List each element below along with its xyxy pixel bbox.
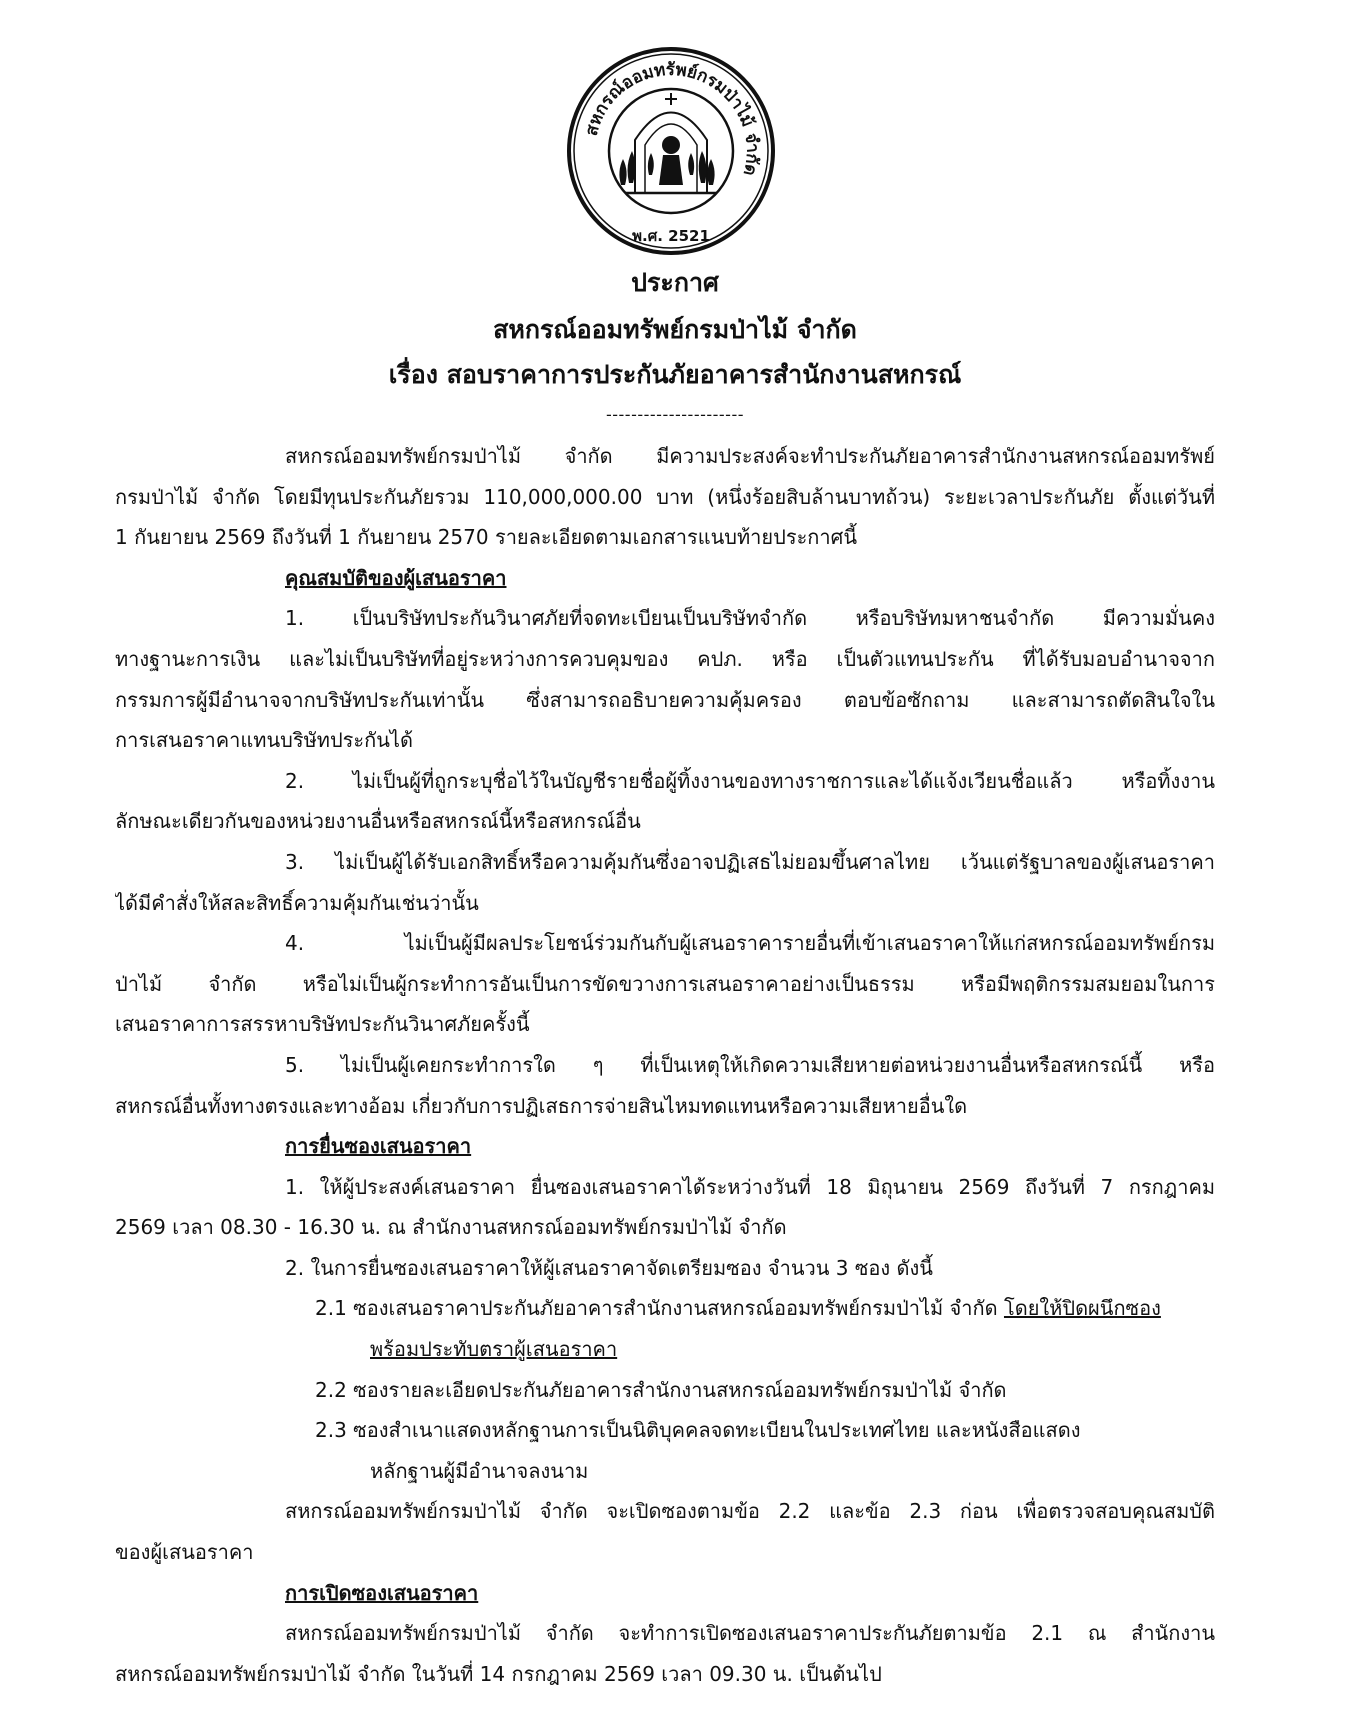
announcement-subject: เรื่อง สอบราคาการประกันภัยอาคารสำนักงานสหกรณ์ <box>388 360 962 389</box>
qualification-1-line-2: ทางฐานะการเงิน และไม่เป็นบริษัทที่อยู่ระหว่างการควบคุมของ คปภ. หรือ เป็นตัวแทนประกัน ที่ได้รับมอบอำนาจจาก <box>115 646 1215 671</box>
qualification-1-line-3: กรรมการผู้มีอำนาจจากบริษัทประกันเท่านั้น ซึ่งสามารถอธิบายความคุ้มครอง ตอบข้อซักถาม และสามารถตัดสินใจใน <box>115 687 1215 712</box>
separator-line: ---------------------- <box>605 405 744 424</box>
envelope-2-1-line-2: พร้อมประทับตราผู้เสนอราคา <box>370 1337 618 1362</box>
submission-note-line-1: สหกรณ์ออมทรัพย์กรมป่าไม้ จำกัด จะเปิดซองตามข้อ 2.2 และข้อ 2.3 ก่อน เพื่อตรวจสอบคุณสมบัติ <box>285 1499 1215 1524</box>
seal-ring-text: สหกรณ์ออมทรัพย์กรมป่าไม้ จำกัด <box>581 59 763 178</box>
qualification-5-line-2: สหกรณ์อื่นทั้งทางตรงและทางอ้อม เกี่ยวกับการปฏิเสธการจ่ายสินไหมทดแทนหรือความเสียหายอื่นใด <box>115 1093 968 1118</box>
qualification-4-line-1: 4. ไม่เป็นผู้มีผลประโยชน์ร่วมกันกับผู้เสนอราคารายอื่นที่เข้าเสนอราคาให้แก่สหกรณ์ออมทรัพย์กรม <box>285 931 1215 956</box>
qualification-1-line-4: การเสนอราคาแทนบริษัทประกันได้ <box>115 728 413 753</box>
envelope-2-1-seal-note: โดยให้ปิดผนึกซอง <box>1003 1296 1161 1321</box>
qualification-4-line-2: ป่าไม้ จำกัด หรือไม่เป็นผู้กระทำการอันเป็นการขัดขวางการเสนอราคาอย่างเป็นธรรม หรือมีพฤติกรรมสมยอมในการ <box>115 971 1215 996</box>
envelope-2-1-line-1 <box>115 1288 1215 1329</box>
qualification-2-line-1: 2. ไม่เป็นผู้ที่ถูกระบุชื่อไว้ในบัญชีรายชื่อผู้ทิ้งงานของทางราชการและได้แจ้งเวียนชื่อแล้ว หรือทิ้งงาน <box>285 768 1215 793</box>
submission-1-line-1: 1. ให้ผู้ประสงค์เสนอราคา ยื่นซองเสนอราคาได้ระหว่างวันที่ 18 มิถุนายน 2569 ถึงวันที่ 7 กรกฎาคม <box>285 1174 1215 1199</box>
submission-note-line-2: ของผู้เสนอราคา <box>115 1540 254 1565</box>
qualification-3-line-1: 3. ไม่เป็นผู้ได้รับเอกสิทธิ์หรือความคุ้มกันซึ่งอาจปฏิเสธไม่ยอมขึ้นศาลไทย เว้นแต่รัฐบาลของผู้เสนอราคา <box>285 849 1215 874</box>
qualification-1-line-1: 1. เป็นบริษัทประกันวินาศภัยที่จดทะเบียนเป็นบริษัทจำกัด หรือบริษัทมหาชนจำกัด มีความมั่นคง <box>285 606 1215 631</box>
qualifications-title: คุณสมบัติของผู้เสนอราคา <box>285 565 507 590</box>
submission-2: 2. ในการยื่นซองเสนอราคาให้ผู้เสนอราคาจัดเตรียมซอง จำนวน 3 ซอง ดังนี้ <box>285 1255 933 1280</box>
announcement-label: ประกาศ <box>631 268 719 297</box>
organization-name: สหกรณ์ออมทรัพย์กรมป่าไม้ จำกัด <box>493 315 857 344</box>
qualification-3-line-2: ได้มีคำสั่งให้สละสิทธิ์ความคุ้มกันเช่นว่านั้น <box>115 890 479 915</box>
opening-title: การเปิดซองเสนอราคา <box>285 1580 479 1605</box>
cooperative-seal-icon <box>565 45 777 257</box>
submission-1-line-2: 2569 เวลา 08.30 - 16.30 น. ณ สำนักงานสหกรณ์ออมทรัพย์กรมป่าไม้ จำกัด <box>115 1215 787 1240</box>
envelope-2-1-text: 2.1 ซองเสนอราคาประกันภัยอาคารสำนักงานสหกรณ์ออมทรัพย์กรมป่าไม้ จำกัด <box>315 1296 1004 1321</box>
qualification-4-line-3: เสนอราคาการสรรหาบริษัทประกันวินาศภัยครั้งนี้ <box>115 1012 530 1037</box>
announcement-body <box>115 436 1215 1694</box>
intro-line-3: 1 กันยายน 2569 ถึงวันที่ 1 กันยายน 2570 รายละเอียดตามเอกสารแนบท้ายประกาศนี้ <box>115 525 858 550</box>
envelope-2-2: 2.2 ซองรายละเอียดประกันภัยอาคารสำนักงานสหกรณ์ออมทรัพย์กรมป่าไม้ จำกัด <box>315 1377 1007 1402</box>
intro-line-2: กรมป่าไม้ จำกัด โดยมีทุนประกันภัยรวม 110,000,000.00 บาท (หนึ่งร้อยสิบล้านบาทถ้วน) ระยะเวลาประกันภัย ตั้งแต่วันที่ <box>115 484 1215 509</box>
submission-title: การยื่นซองเสนอราคา <box>285 1134 472 1159</box>
qualification-2-line-2: ลักษณะเดียวกันของหน่วยงานอื่นหรือสหกรณ์นี้หรือสหกรณ์อื่น <box>115 809 641 834</box>
qualification-5-line-1: 5. ไม่เป็นผู้เคยกระทำการใด ๆ ที่เป็นเหตุให้เกิดความเสียหายต่อหน่วยงานอื่นหรือสหกรณ์นี้ หรือ <box>285 1052 1215 1077</box>
opening-line-1: สหกรณ์ออมทรัพย์กรมป่าไม้ จำกัด จะทำการเปิดซองเสนอราคาประกันภัยตามข้อ 2.1 ณ สำนักงาน <box>285 1621 1215 1646</box>
envelope-2-3-line-2: หลักฐานผู้มีอำนาจลงนาม <box>370 1458 589 1483</box>
intro-line-1: สหกรณ์ออมทรัพย์กรมป่าไม้ จำกัด มีความประสงค์จะทำประกันภัยอาคารสำนักงานสหกรณ์ออมทรัพย์ <box>285 444 1215 468</box>
opening-line-2: สหกรณ์ออมทรัพย์กรมป่าไม้ จำกัด ในวันที่ 14 กรกฎาคม 2569 เวลา 09.30 น. เป็นต้นไป <box>115 1661 882 1686</box>
envelope-2-3-line-1: 2.3 ซองสำเนาแสดงหลักฐานการเป็นนิติบุคคลจดทะเบียนในประเทศไทย และหนังสือแสดง <box>315 1418 1081 1443</box>
seal-year-text: พ.ศ. 2521 <box>632 227 710 245</box>
